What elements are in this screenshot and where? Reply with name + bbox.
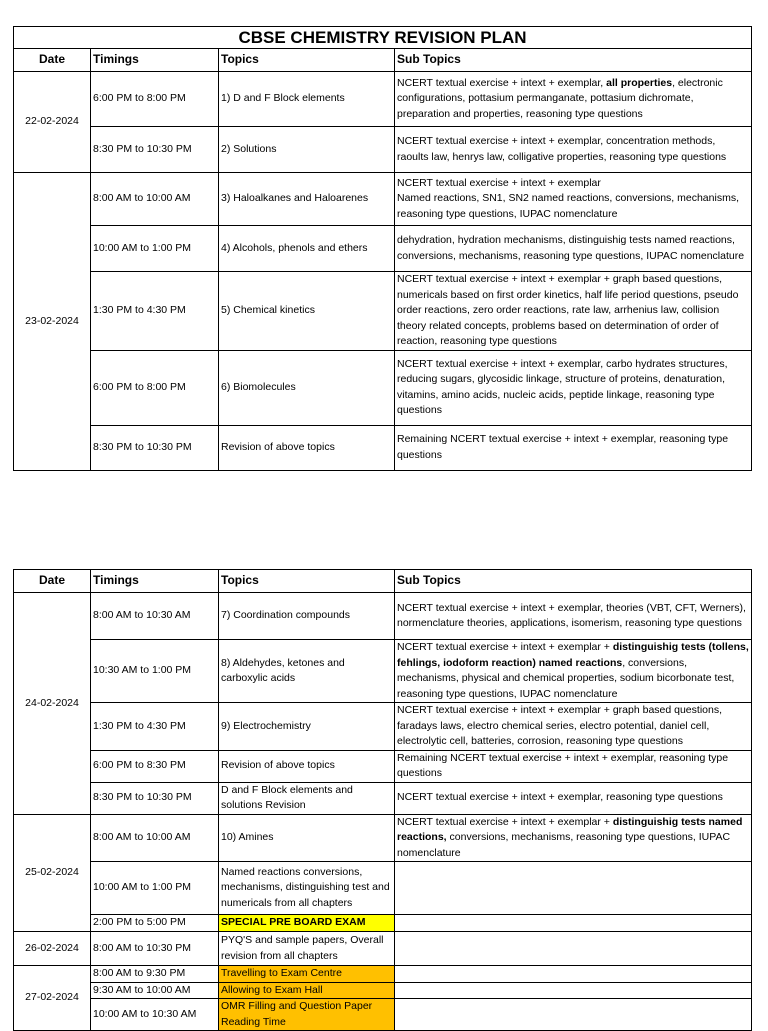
topic-cell: OMR Filling and Question Paper Reading Time (219, 999, 395, 1031)
timing-cell: 8:00 AM to 10:30 PM (91, 932, 219, 966)
timing-cell: 8:00 AM to 10:00 AM (91, 173, 219, 226)
table-row (14, 982, 752, 999)
subtopic-text: NCERT textual exercise + intext + exemplar + graph based questions, faradays laws, electro chemical series, electro potential, daniel cell, electrolytic cell, batteries, corrosion, reasoning type questions (397, 704, 722, 747)
timing-cell: 10:30 AM to 1:00 PM (91, 640, 219, 703)
topic-cell: 6) Biomolecules (219, 350, 395, 425)
date-cell: 24-02-2024 (14, 593, 91, 815)
subtopic-cell (395, 814, 752, 862)
timing-cell: 1:30 PM to 4:30 PM (91, 703, 219, 751)
table-row (14, 814, 752, 862)
subtopic-cell (395, 703, 752, 751)
subtopic-text: , electronic configurations, pottasium permanganate, pottasium dichromate, preparation and properties, reasoning type questions (397, 76, 723, 120)
subtopic-bold-text: distinguishig tests named reactions, (397, 815, 743, 843)
table-row (14, 966, 752, 983)
topic-cell: 8) Aldehydes, ketones and carboxylic acids (219, 640, 395, 703)
topic-cell: 1) D and F Block elements (219, 72, 395, 127)
header-date: Date (14, 570, 91, 593)
timing-cell: 1:30 PM to 4:30 PM (91, 272, 219, 351)
page-title: CBSE CHEMISTRY REVISION PLAN (14, 27, 752, 49)
table-row (14, 999, 752, 1031)
date-cell: 25-02-2024 (14, 814, 91, 932)
topic-cell: Revision of above topics (219, 425, 395, 470)
topic-cell: D and F Block elements and solutions Revision (219, 782, 395, 814)
subtopic-cell (395, 173, 752, 226)
table-row (14, 173, 752, 226)
subtopic-text: Remaining NCERT textual exercise + intext + exemplar, reasoning type questions (397, 751, 729, 779)
subtopic-text: NCERT textual exercise + intext + exemplar, theories (VBT, CFT, Werners), normenclature theories, applications, isomerism, reasoning type questions (397, 601, 746, 629)
timing-cell: 2:00 PM to 5:00 PM (91, 915, 219, 932)
subtopic-cell (395, 782, 752, 814)
subtopic-cell (395, 915, 752, 932)
subtopic-text: NCERT textual exercise + intext + exemplar, concentration methods, raoults law, henrys law, colligative properties, reasoning type questions (397, 135, 727, 163)
subtopic-cell (395, 593, 752, 640)
subtopic-cell (395, 350, 752, 425)
table-row (14, 703, 752, 751)
subtopic-text: NCERT textual exercise + intext + exemplar, reasoning type questions (397, 791, 723, 804)
topic-cell: Travelling to Exam Centre (219, 966, 395, 983)
subtopic-cell (395, 932, 752, 966)
subtopic-text: NCERT textual exercise + intext + exemplar, carbo hydrates structures, reducing sugars, glycosidic linkage, structure of proteins, denaturation, vitamins, amino acids, nucleic acids, peptide linkage, reasoning type questions (397, 357, 728, 416)
timing-cell: 8:00 AM to 10:00 AM (91, 814, 219, 862)
timing-cell: 10:00 AM to 1:00 PM (91, 862, 219, 915)
subtopic-text: NCERT textual exercise + intext + exemplar + (397, 641, 613, 653)
table-row (14, 593, 752, 640)
table-2-body (14, 593, 752, 1031)
timing-cell: 6:00 PM to 8:30 PM (91, 750, 219, 782)
subtopic-cell (395, 425, 752, 470)
timing-cell: 8:00 AM to 10:30 AM (91, 593, 219, 640)
table-row (14, 226, 752, 272)
subtopic-text: Named reactions, SN1, SN2 named reactions, conversions, mechanisms, reasoning type questions, IUPAC nomenclature (397, 192, 739, 220)
date-cell: 22-02-2024 (14, 72, 91, 173)
subtopic-cell (395, 226, 752, 272)
timing-cell: 8:30 PM to 10:30 PM (91, 127, 219, 173)
subtopic-cell (395, 272, 752, 351)
table-row (14, 915, 752, 932)
timing-cell: 6:00 PM to 8:00 PM (91, 72, 219, 127)
subtopic-text: conversions, mechanisms, reasoning type questions, IUPAC nomenclature (397, 831, 731, 859)
header-subtopics: Sub Topics (395, 570, 752, 593)
subtopic-cell (395, 999, 752, 1031)
topic-cell: PYQ'S and sample papers, Overall revision from all chapters (219, 932, 395, 966)
topic-cell: 7) Coordination compounds (219, 593, 395, 640)
subtopic-text: NCERT textual exercise + intext + exemplar + graph based questions, numericals based on first order kinetics, half life period questions, pseudo order reactions, zero order reactions, rate law, arrhenius law, collision theory related concepts, problems based on determination of order of reaction, reasoning type questions (397, 273, 739, 347)
table-row (14, 640, 752, 703)
subtopic-text: NCERT textual exercise + intext + exemplar (397, 176, 601, 189)
subtopic-text: NCERT textual exercise + intext + exemplar, (397, 76, 607, 89)
topic-cell: 9) Electrochemistry (219, 703, 395, 751)
timing-cell: 10:00 AM to 10:30 AM (91, 999, 219, 1031)
topic-cell: Allowing to Exam Hall (219, 982, 395, 999)
subtopic-text: , conversions, mechanisms, physical and chemical properties, sodium bicorbonate test, reasoning type questions, IUPAC nomenclature (397, 656, 735, 700)
table-row (14, 350, 752, 425)
subtopic-cell (395, 862, 752, 915)
table-row (14, 862, 752, 915)
date-cell: 23-02-2024 (14, 173, 91, 471)
header-timings: Timings (91, 49, 219, 72)
revision-table-1 (13, 26, 752, 471)
subtopic-cell (395, 982, 752, 999)
table-row (14, 782, 752, 814)
topic-cell: 4) Alcohols, phenols and ethers (219, 226, 395, 272)
topic-cell: Named reactions conversions, mechanisms, distinguishing test and numericals from all chapters (219, 862, 395, 915)
topic-cell: SPECIAL PRE BOARD EXAM (219, 915, 395, 932)
timing-cell: 9:30 AM to 10:00 AM (91, 982, 219, 999)
date-cell: 27-02-2024 (14, 966, 91, 1031)
subtopic-cell (395, 966, 752, 983)
table-row (14, 272, 752, 351)
timing-cell: 10:00 AM to 1:00 PM (91, 226, 219, 272)
timing-cell: 8:30 PM to 10:30 PM (91, 425, 219, 470)
topic-cell: 2) Solutions (219, 127, 395, 173)
table-row (14, 932, 752, 966)
table-row (14, 425, 752, 470)
table-row (14, 127, 752, 173)
timing-cell: 8:00 AM to 9:30 PM (91, 966, 219, 983)
timing-cell: 6:00 PM to 8:00 PM (91, 350, 219, 425)
subtopic-cell (395, 640, 752, 703)
header-date: Date (14, 49, 91, 72)
subtopic-bold-text: all properties (606, 76, 673, 89)
topic-cell: 10) Amines (219, 814, 395, 862)
table-1-body (14, 72, 752, 471)
subtopic-cell (395, 750, 752, 782)
topic-cell: Revision of above topics (219, 750, 395, 782)
subtopic-text: dehydration, hydration mechanisms, distinguishig tests named reactions, conversions, mechanisms, reasoning type questions, IUPAC nomenclature (397, 234, 745, 262)
date-cell: 26-02-2024 (14, 932, 91, 966)
topic-cell: 5) Chemical kinetics (219, 272, 395, 351)
subtopic-text: NCERT textual exercise + intext + exemplar + (397, 815, 613, 828)
table-row (14, 72, 752, 127)
subtopic-cell (395, 72, 752, 127)
table-row (14, 750, 752, 782)
subtopic-bold-text: distinguishig tests (tollens, fehlings, iodoform reaction) named reactions (397, 641, 749, 669)
subtopic-cell (395, 127, 752, 173)
subtopic-text: Remaining NCERT textual exercise + intext + exemplar, reasoning type questions (397, 433, 729, 461)
timing-cell: 8:30 PM to 10:30 PM (91, 782, 219, 814)
revision-table-2 (13, 569, 752, 1031)
header-subtopics: Sub Topics (395, 49, 752, 72)
header-topics: Topics (219, 570, 395, 593)
header-timings: Timings (91, 570, 219, 593)
header-topics: Topics (219, 49, 395, 72)
topic-cell: 3) Haloalkanes and Haloarenes (219, 173, 395, 226)
